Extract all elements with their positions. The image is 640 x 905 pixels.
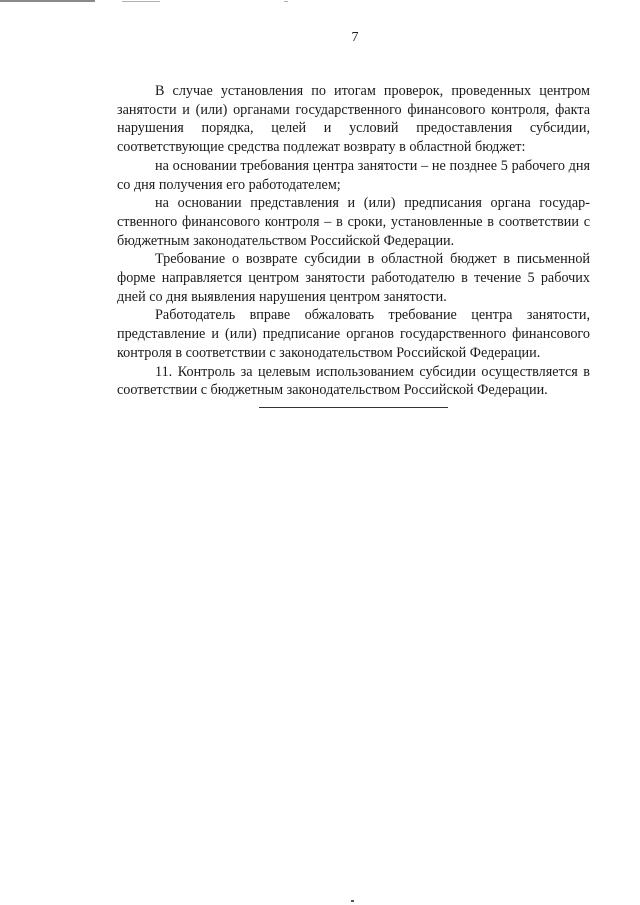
- paragraph-item-11-control: 11. Контроль за целевым использованием субсидии осуществляется в соответствии с бюджетным законодательством Российской Федерации.: [117, 363, 590, 399]
- document-body: [117, 82, 590, 400]
- closing-divider: [259, 407, 448, 408]
- scan-dust-mark: [351, 900, 354, 902]
- paragraph-written-demand: Требование о возврате субсидии в областной бюджет в письменной форме направляется центром занятости работодателю в течение 5 рабочих дней со дня выявления нарушения центром занятости.: [117, 251, 590, 305]
- scan-edge-mark: [122, 1, 160, 2]
- paragraph-employment-center-demand: на основании требования центра занятости – не позднее 5 рабочего дня со дня получения его работодателем;: [117, 157, 590, 193]
- paragraph-appeal-right: Работодатель вправе обжаловать требование центра занятости, представление и (или) предписание органов государственного финансового контроля в соответствии с законодательством Российской Федерации.: [117, 307, 590, 361]
- paragraph-refund-condition: В случае установления по итогам проверок, проведенных центром занятости и (или) органами государственного финансового контроля, факта нарушения порядка, целей и условий предоставления субсидии, соответствующие средства подлежат возврату в областной бюджет:: [117, 83, 590, 156]
- scan-edge-mark: [0, 0, 95, 2]
- paragraph-financial-control-order: на основании представления и (или) предписания органа государственного финансового контроля – в сроки, установленные в соответствии с бюджетным законодательством Российской Федерации.: [117, 195, 590, 249]
- scan-edge-mark: [284, 1, 288, 2]
- page-number: 7: [351, 30, 359, 45]
